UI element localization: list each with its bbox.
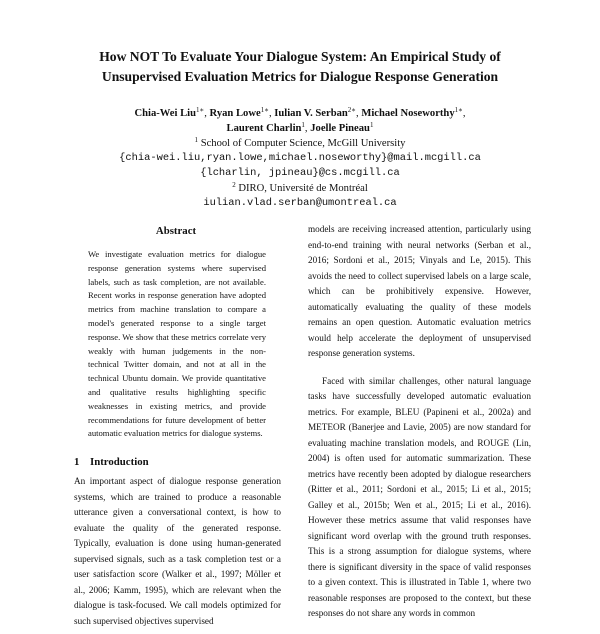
author-separator: , (462, 108, 466, 119)
email-line-3: iulian.vlad.serban@umontreal.ca (203, 197, 397, 209)
abstract-text: We investigate evaluation metrics for dialogue response generation systems where supervised labels, such as task completion, are not available. Recent works in response generation have adopted metrics from machine translation to compare a model's generated response to a single target response. We show that these metrics correlate very weakly with human judgements in the non-technical Twitter domain, and not at all in the technical Ubuntu domain. We provide quantitative and qualitative results highlighting specific weaknesses in existing metrics, and provide recommendations for future development of better automatic evaluation metrics for dialogue systems. (88, 249, 266, 439)
author-name: Joelle Pineau (310, 123, 370, 134)
author-separator: , (204, 108, 207, 119)
title-line-2: Unsupervised Evaluation Metrics for Dialogue Response Generation (101, 69, 499, 84)
section-number: 1 (74, 456, 80, 468)
author-mark: 2∗ (347, 106, 357, 114)
affiliation-mark: 1 (194, 136, 199, 144)
introduction-text: An important aspect of dialogue response generation systems, which are trained to produce a reasonable utterance given a conversational context, is how to evaluate the quality of the generated response. Typically, evaluation is done using human-generated supervised signals, such as a task completion test or a user satisfaction score (Walker et al., 1997; Möller et al., 2006; Kamm, 1995), which are relevant when the dialogue is task-focused. We call models optimized for such supervised objectives supervised (74, 476, 281, 626)
email-line-1: {chia-wei.liu,ryan.lowe,michael.noseworthy}@mail.mcgill.ca (119, 152, 481, 164)
author-name: Ryan Lowe (209, 108, 261, 119)
email-line-2: {lcharlin, jpineau}@cs.mcgill.ca (200, 167, 400, 179)
author-separator: , (268, 108, 272, 119)
author-mark: 1∗ (454, 106, 463, 114)
right-paragraph-2: Faced with similar challenges, other natural language tasks have successfully developed automatic evaluation metrics. For example, BLEU (Papineni et al., 2002a) and METEOR (Banerjee and Lavie, 2005) are now standard for evaluating machine translation models, and ROUGE (Lin, 2004) is often used for automatic summarization. These metrics have recently been adopted by dialogue researchers (Ritter et al., 2011; Sordoni et al., 2015; Li et al., 2015; Galley et al., 2015b; Wen et al., 2015; Li et al., 2016). However these metrics assume that valid responses have significant word overlap with the ground truth responses. This is a strong assumption for dialogue systems, where there is significant diversity in the space of valid responses to a given context. This is illustrated in Table 1, where two reasonable responses are proposed to the context, but these responses do not share any words in common (308, 375, 531, 618)
author-line-1 (60, 106, 540, 121)
author-separator: , (356, 108, 359, 119)
author-line-2 (60, 121, 540, 136)
author-mark: 1 (369, 121, 374, 129)
section-heading-introduction (74, 456, 149, 468)
title-line-1: How NOT To Evaluate Your Dialogue System: An Empirical Study of (99, 49, 501, 64)
affiliation-2 (60, 181, 540, 196)
author-mark: 1 (301, 121, 305, 129)
right-column (308, 222, 531, 634)
author-mark: 1∗ (260, 106, 269, 114)
affiliation-text: DIRO, Université de Montréal (238, 183, 368, 194)
author-block (60, 106, 540, 211)
paper-title (60, 47, 540, 87)
author-name: Chia-Wei Liu (134, 108, 196, 119)
author-name: Michael Noseworthy (361, 108, 455, 119)
introduction-body (74, 474, 281, 629)
affiliation-1 (60, 136, 540, 151)
author-name: Laurent Charlin (226, 123, 302, 134)
right-paragraph-1: models are receiving increased attention, particularly using end-to-end training with neural networks (Serban et al., 2016; Sordoni et al., 2015; Vinyals and Le, 2015). This avoids the need to collect supervised labels on a large scale, which can be prohibitively expensive. However, automatically evaluating the quality of these models remains an open question. Automatic evaluation metrics would help accelerate the deployment of unsupervised response generation systems. (308, 224, 531, 358)
abstract-heading: Abstract (155, 225, 197, 237)
affiliation-text: School of Computer Science, McGill University (200, 138, 406, 149)
author-name: Iulian V. Serban (274, 108, 348, 119)
author-separator: , (304, 123, 308, 134)
section-title: Introduction (90, 456, 149, 468)
author-mark: 1∗ (195, 106, 205, 114)
affiliation-mark: 2 (232, 181, 236, 189)
abstract-body (88, 248, 266, 441)
